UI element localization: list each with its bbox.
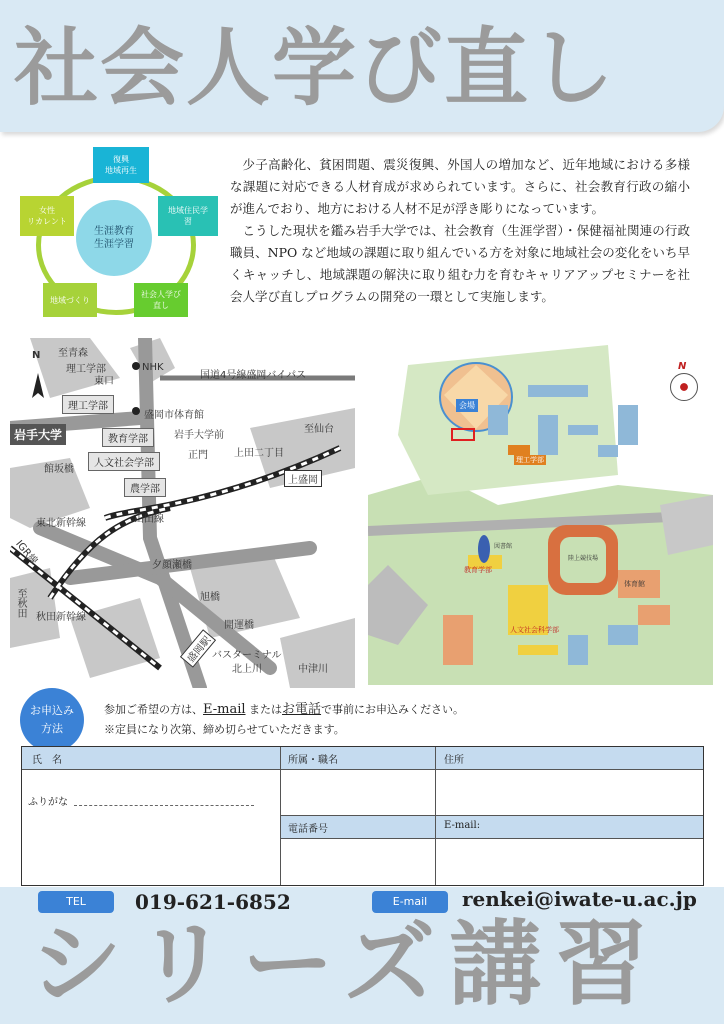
map-label-ueda: 上田二丁目 — [234, 448, 284, 459]
campus-map — [368, 345, 713, 685]
diagram-node-relearning: 社会人学び 直し — [134, 283, 188, 317]
map-label-univ-mae: 岩手大学前 — [174, 430, 224, 441]
intro-text — [230, 154, 690, 308]
compass-icon — [670, 373, 698, 401]
campus-label-library: 図書館 — [494, 543, 513, 550]
map-label-sendai: 至仙台 — [304, 424, 334, 435]
map-label-tatesaka: 館坂橋 — [44, 464, 74, 475]
map-label-yamada-line: 山田線 — [134, 514, 164, 525]
apply-instructions — [104, 700, 464, 740]
map-label-bypass: 国道4号線盛岡バイパス — [200, 370, 307, 381]
map-label-morioka-station: 盛岡駅 — [180, 629, 216, 668]
compass-label: N — [678, 361, 687, 372]
intro-paragraph-2: こうした現状を鑑み岩手大学では、社会教育（生涯学習）・保健福祉関連の行政職員、NPO など地域の課題に取り組んでいる方を対象に地域社会の変化をいち早くキャッチし、地域課題の解決に取り組む力を育むキャリアアップセミナーを社会人学び直しプログラムの開発の一環として実施します。 — [230, 223, 690, 304]
email-badge: E-mail — [372, 891, 448, 913]
furigana-label: ふりがな — [28, 797, 68, 808]
map-label-kaiun: 開運橋 — [224, 620, 254, 631]
address-field[interactable] — [436, 770, 702, 814]
map-box-riko: 理工学部 — [62, 395, 114, 414]
map-label-gym: 盛岡市体育館 — [144, 410, 204, 421]
diagram-node-residents: 地域住民学 習 — [158, 196, 218, 236]
email-field[interactable] — [436, 838, 702, 884]
map-label-nakatsu: 中津川 — [298, 664, 328, 675]
phone-label: 電話番号 — [288, 824, 328, 835]
tel-number[interactable]: 019-621-6852 — [135, 890, 291, 914]
apply-badge: お申込み 方法 — [20, 688, 84, 752]
diagram-center: 生涯教育 生涯学習 — [76, 200, 152, 276]
name-field[interactable] — [22, 770, 279, 884]
map-label-asahi: 旭橋 — [200, 592, 220, 603]
apply-line-2: ※定員になり次第、締め切らせていただきます。 — [104, 723, 345, 736]
map-label-tohoku-shinkansen: 東北新幹線 — [36, 518, 86, 529]
page-title: 社会人学び直し — [14, 19, 617, 117]
map-label-seimon: 正門 — [188, 450, 208, 461]
map-label-bus-terminal: バスターミナル — [212, 650, 282, 661]
campus-label-gym: 体育館 — [624, 580, 645, 588]
footer-title: シリーズ講習 — [30, 911, 662, 1018]
campus-label-edu: 教育学部 — [464, 566, 492, 574]
intro-paragraph-1: 少子高齢化、貧困問題、震災復興、外国人の増加など、近年地域における多様な課題に対応できる人材育成が求められています。さらに、社会教育行政の縮小が進んでおり、地方における人材不足が浮き彫りになっています。 — [230, 157, 690, 216]
map-label-akita-shinkansen: 秋田新幹線 — [36, 612, 86, 623]
address-label: 住所 — [444, 755, 464, 766]
access-map — [10, 338, 355, 688]
campus-label-engineering: 理工学部 — [516, 456, 544, 464]
map-label-igr: IGR線 — [13, 538, 40, 567]
venue-label: 会場 — [456, 399, 478, 412]
email-label: E-mail: — [444, 820, 481, 831]
diagram-node-women: 女性 リカレント — [20, 196, 74, 236]
name-label: 氏 名 — [32, 755, 62, 766]
tel-badge: TEL — [38, 891, 114, 913]
phone-field[interactable] — [281, 838, 434, 884]
north-label: N — [32, 350, 41, 361]
map-label-akita-dir: 至秋田 — [15, 588, 26, 618]
map-label-yugao: 夕顔瀬橋 — [152, 560, 192, 571]
affiliation-field[interactable] — [281, 770, 434, 814]
map-label-university: 岩手大学 — [10, 424, 66, 445]
map-label-nhk: NHK — [142, 362, 164, 373]
campus-label-track: 陸上競技場 — [568, 555, 599, 562]
affiliation-label: 所属・職名 — [288, 755, 338, 766]
email-link[interactable]: E-mail — [203, 702, 246, 717]
map-box-education: 教育学部 — [102, 428, 154, 447]
tel-link[interactable]: お電話 — [282, 702, 322, 717]
map-label-riko-east: 理工学部 東口 — [66, 364, 114, 387]
diagram-node-community: 地域づくり — [43, 283, 97, 317]
email-address[interactable]: renkei@iwate-u.ac.jp — [462, 887, 697, 911]
map-label-uemorioka: 上盛岡 — [284, 470, 322, 487]
diagram-node-recovery: 復興 地域再生 — [93, 147, 149, 183]
apply-line-1: 参加ご希望の方は、E-mail またはお電話で事前にお申込みください。 — [104, 702, 465, 717]
map-label-aomori: 至青森 — [58, 348, 88, 359]
map-box-agriculture: 農学部 — [124, 478, 166, 497]
campus-label-humanities: 人文社会科学部 — [510, 626, 559, 634]
application-form — [21, 746, 704, 886]
map-box-humanities: 人文社会学部 — [88, 452, 160, 471]
map-label-kitakami: 北上川 — [232, 664, 262, 675]
